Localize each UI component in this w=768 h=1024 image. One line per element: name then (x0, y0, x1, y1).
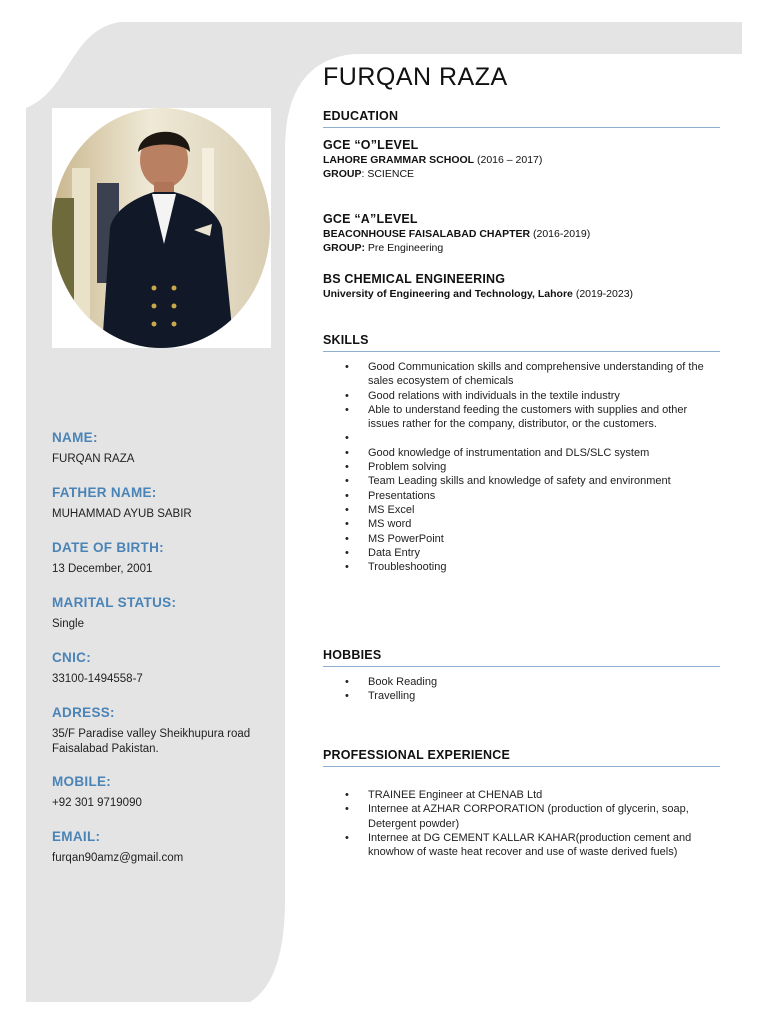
a-level-group-line (323, 241, 718, 255)
name-block (52, 428, 134, 467)
skill-text: Problem solving (368, 461, 447, 474)
marital-status-label: MARITAL STATUS: (52, 595, 177, 610)
experience-text: Internee at AZHAR CORPORATION (production of glycerin, soap, Detergent powder) (368, 803, 689, 830)
skill-text: MS PowerPoint (368, 532, 444, 545)
skill-text: Good knowledge of instrumentation and DLS/SLC system (368, 446, 650, 459)
o-level-school: LAHORE GRAMMAR SCHOOL (323, 154, 475, 166)
skills-heading: SKILLS (323, 332, 720, 352)
skill-text: Presentations (368, 489, 436, 502)
bullet-icon: • (345, 803, 349, 816)
list-item (323, 474, 718, 488)
bs-title: BS CHEMICAL ENGINEERING (323, 272, 506, 286)
bs-school: University of Engineering and Technology, Lahore (323, 288, 573, 300)
name-label: NAME: (52, 430, 98, 445)
skill-text: MS Excel (368, 503, 415, 516)
a-level-group-value: Pre Engineering (365, 242, 444, 254)
experience-heading: PROFESSIONAL EXPERIENCE (323, 747, 720, 767)
bullet-icon: • (345, 561, 349, 574)
name-value: FURQAN RAZA (52, 453, 135, 465)
a-level-group-label: GROUP: (323, 242, 365, 254)
cnic-label: CNIC: (52, 650, 91, 665)
hobbies-section (323, 647, 720, 667)
page-title (323, 60, 718, 94)
dob-block (52, 538, 164, 577)
o-level-entry (323, 137, 718, 181)
skills-list (323, 360, 718, 574)
skill-text: Good relations with individuals in the textile industry (368, 389, 620, 402)
skill-text: MS word (368, 518, 412, 531)
o-level-group-value: : SCIENCE (361, 168, 415, 180)
list-item (323, 517, 718, 531)
dob-value: 13 December, 2001 (52, 563, 153, 575)
list-item (323, 431, 718, 445)
bullet-icon: • (345, 831, 349, 844)
a-level-entry (323, 211, 718, 255)
skill-text: Team Leading skills and knowledge of safety and environment (368, 475, 671, 488)
address-line-1: 35/F Paradise valley Sheikhupura road (52, 728, 251, 740)
address-block (52, 703, 282, 757)
o-level-group-line (323, 167, 718, 181)
list-item (323, 560, 718, 574)
education-heading: EDUCATION (323, 108, 720, 128)
list-item (323, 489, 718, 503)
cnic-value: 33100-1494558-7 (52, 673, 143, 685)
list-item (323, 689, 718, 703)
mobile-label: MOBILE: (52, 774, 112, 789)
list-item (323, 460, 718, 474)
list-item (323, 802, 718, 831)
address-label: ADRESS: (52, 705, 115, 720)
o-level-title: GCE “O”LEVEL (323, 138, 419, 152)
father-name-value: MUHAMMAD AYUB SABIR (52, 508, 192, 520)
experience-list (323, 788, 718, 859)
skill-text: Data Entry (368, 546, 420, 559)
full-name: FURQAN RAZA (323, 63, 508, 91)
list-item (323, 675, 718, 689)
experience-text: TRAINEE Engineer at CHENAB Ltd (368, 789, 543, 801)
list-item (323, 403, 718, 432)
a-level-years: (2016-2019) (530, 228, 591, 240)
list-item (323, 831, 718, 860)
list-item (323, 788, 718, 802)
bullet-icon: • (345, 789, 349, 801)
bs-entry (323, 271, 718, 301)
education-section (323, 108, 720, 128)
list-item (323, 503, 718, 517)
skill-text: Able to understand feeding the customers with supplies and other issues rather for the company, distributor, or the customers. (368, 403, 688, 431)
bullet-icon: • (345, 489, 349, 502)
list-item (323, 546, 718, 560)
address-line-2: Faisalabad Pakistan. (52, 743, 159, 755)
email-value: furqan90amz@gmail.com (52, 852, 184, 864)
a-level-school-line (323, 227, 718, 241)
address-value (52, 727, 282, 757)
list-item (323, 446, 718, 460)
bullet-icon: • (345, 475, 349, 488)
bullet-icon: • (345, 532, 349, 545)
experience-text: Internee at DG CEMENT KALLAR KAHAR(production cement and knowhow of waste heat recover and use of waste derived fuels) (368, 831, 692, 859)
email-block (52, 827, 183, 866)
a-level-title: GCE “A”LEVEL (323, 212, 418, 226)
list-item (323, 389, 718, 403)
bullet-icon: • (345, 403, 349, 416)
bullet-icon: • (345, 432, 349, 445)
father-name-label: FATHER NAME: (52, 485, 157, 500)
hobby-text: Book Reading (368, 676, 438, 688)
hobbies-heading: HOBBIES (323, 647, 720, 667)
a-level-school: BEACONHOUSE FAISALABAD CHAPTER (323, 228, 531, 240)
bullet-icon: • (345, 690, 349, 703)
experience-section (323, 747, 720, 767)
bullet-icon: • (345, 461, 349, 474)
cnic-block (52, 648, 143, 687)
o-level-years: (2016 – 2017) (474, 154, 543, 166)
dob-label: DATE OF BIRTH: (52, 540, 164, 555)
skill-text: Troubleshooting (368, 561, 447, 574)
bullet-icon: • (345, 446, 349, 459)
skill-text: Good Communication skills and comprehensive understanding of the sales ecosystem of chemicals (368, 361, 704, 388)
bs-school-line (323, 287, 718, 301)
hobbies-list (323, 675, 718, 704)
father-name-block (52, 483, 192, 522)
bullet-icon: • (345, 389, 349, 402)
marital-status-value: Single (52, 618, 84, 630)
profile-photo-frame (52, 108, 271, 348)
email-label: EMAIL: (52, 829, 101, 844)
bullet-icon: • (345, 676, 349, 688)
bs-years: (2019-2023) (572, 288, 634, 300)
profile-photo (52, 108, 271, 348)
bullet-icon: • (345, 518, 349, 531)
bullet-icon: • (345, 361, 349, 373)
list-item (323, 532, 718, 546)
bullet-icon: • (345, 546, 349, 559)
bullet-icon: • (345, 503, 349, 516)
hobby-text: Travelling (368, 690, 416, 703)
o-level-group-label: GROUP (323, 168, 362, 180)
mobile-block (52, 772, 142, 811)
list-item (323, 360, 718, 389)
marital-status-block (52, 593, 176, 632)
mobile-value: +92 301 9719090 (52, 797, 142, 809)
skills-section (323, 332, 720, 352)
o-level-school-line (323, 153, 718, 167)
